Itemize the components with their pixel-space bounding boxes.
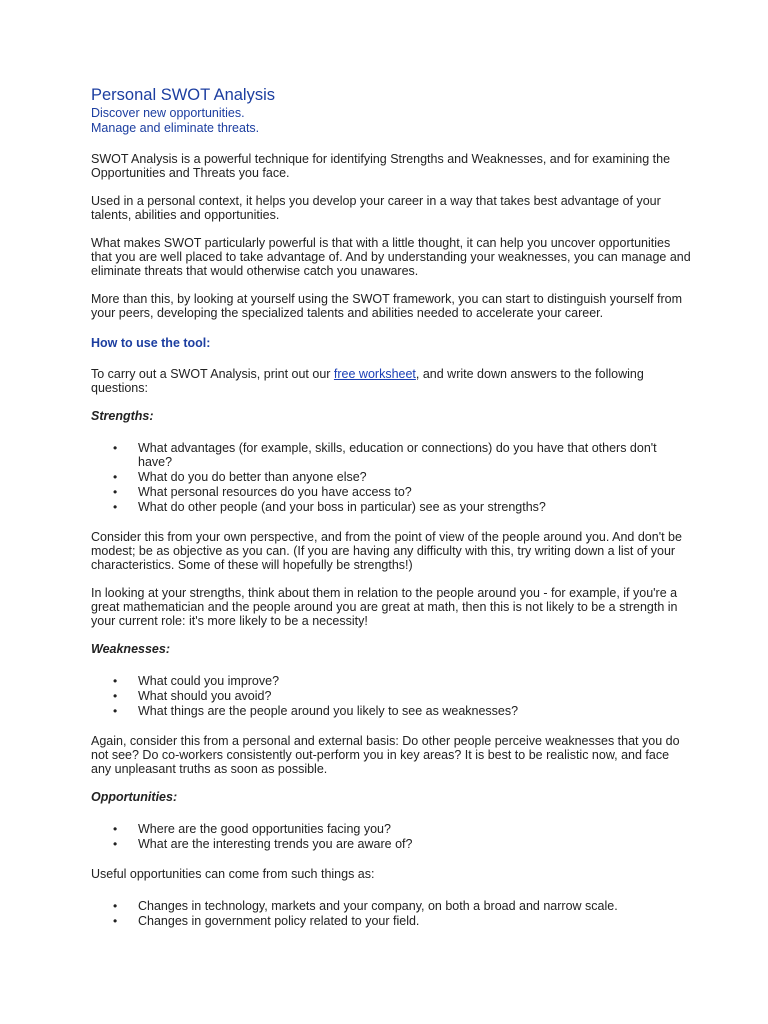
howto-paragraph xyxy=(91,367,691,395)
intro-paragraph-4: More than this, by looking at yourself using the SWOT framework, you can start to distinguish yourself from your peers, developing the specialized talents and abilities needed to accelerate your career. xyxy=(91,292,682,320)
free-worksheet-link[interactable]: free worksheet xyxy=(333,367,416,381)
list-item: • What things are the people around you likely to see as weaknesses? xyxy=(91,704,691,718)
weaknesses-paragraph-1: Again, consider this from a personal and external basis: Do other people perceive weaknesses that you do not see? Do co-workers consistently out-perform you in key areas? It is best to be realistic now, and face any unpleasant truths as soon as possible. xyxy=(91,734,680,776)
subtitle-threats: Manage and eliminate threats. xyxy=(91,121,260,135)
list-item: • What could you improve? xyxy=(91,674,691,688)
page-title: Personal SWOT Analysis xyxy=(91,86,276,104)
list-item: • What do you do better than anyone else? xyxy=(91,470,691,484)
howto-heading: How to use the tool: xyxy=(91,336,211,350)
weaknesses-heading: Weaknesses: xyxy=(91,642,170,656)
opportunities-sources-list xyxy=(91,899,691,928)
howto-text-after: , and write down answers to the following questions: xyxy=(91,367,644,395)
howto-text-before: To carry out a SWOT Analysis, print out our xyxy=(91,367,334,381)
document-page xyxy=(91,86,691,929)
list-item: • What are the interesting trends you are aware of? xyxy=(91,837,691,851)
intro-paragraph-2: Used in a personal context, it helps you develop your career in a way that takes best advantage of your talents, abilities and opportunities. xyxy=(91,194,661,222)
list-item: • What do other people (and your boss in particular) see as your strengths? xyxy=(91,500,691,514)
weaknesses-list xyxy=(91,674,691,718)
list-item: • What personal resources do you have access to? xyxy=(91,485,691,499)
list-item: • Changes in technology, markets and your company, on both a broad and narrow scale. xyxy=(91,899,691,913)
strengths-list xyxy=(91,441,691,514)
list-item: • Where are the good opportunities facing you? xyxy=(91,822,691,836)
intro-paragraph-1: SWOT Analysis is a powerful technique for identifying Strengths and Weaknesses, and for examining the Opportunities and Threats you face. xyxy=(91,152,671,180)
opportunities-paragraph-1: Useful opportunities can come from such things as: xyxy=(91,867,375,881)
opportunities-heading: Opportunities: xyxy=(91,790,178,804)
strengths-heading: Strengths: xyxy=(91,409,154,423)
list-item: • Changes in government policy related to your field. xyxy=(91,914,691,928)
intro-paragraph-3: What makes SWOT particularly powerful is that with a little thought, it can help you uncover opportunities that you are well placed to take advantage of. And by understanding your weaknesses, you can manage and eliminate threats that would otherwise catch you unawares. xyxy=(91,236,691,278)
subtitle-opportunities: Discover new opportunities. xyxy=(91,106,245,120)
strengths-paragraph-1: Consider this from your own perspective, and from the point of view of the people around you. And don't be modest; be as objective as you can. (If you are having any difficulty with this, try writing down a list of your characteristics. Some of these will hopefully be strengths!) xyxy=(91,530,682,572)
list-item: • What advantages (for example, skills, education or connections) do you have that others don't have? xyxy=(91,441,691,469)
list-item: • What should you avoid? xyxy=(91,689,691,703)
strengths-paragraph-2: In looking at your strengths, think about them in relation to the people around you - for example, if you're a great mathematician and the people around you are great at math, then this is not likely to be a strength in your current role: it's more likely to be a necessity! xyxy=(91,586,678,628)
opportunities-list xyxy=(91,822,691,851)
